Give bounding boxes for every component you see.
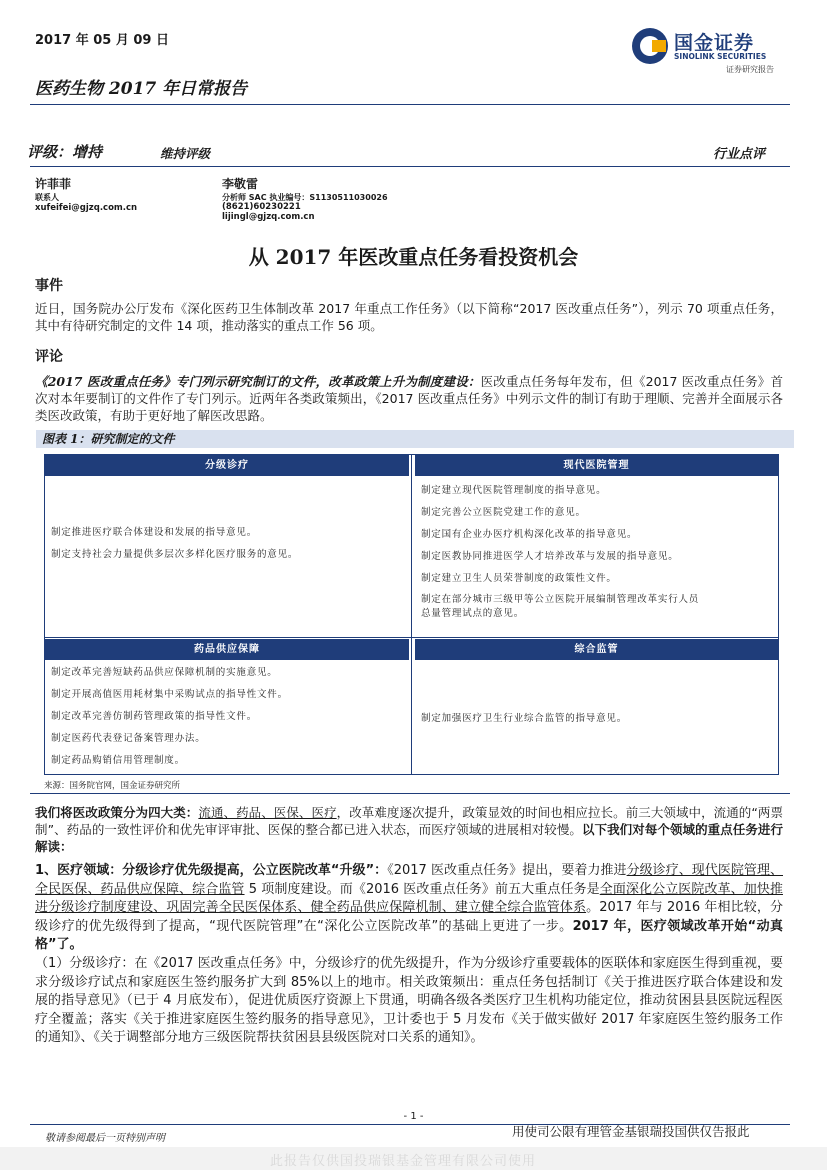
q2-header: 现代医院管理 [415,455,778,476]
figure-source: 来源：国务院官网，国金证券研究所 [44,781,181,791]
q1-list [45,522,409,566]
q3-list [45,662,409,772]
analyst-1-name: 许菲菲 [35,177,72,191]
rating-rule [30,166,790,167]
event-text: 近日，国务院办公厅发布《深化医药卫生体制改革 2017 年重点工作任务》（以下简称“2017 医改重点任务”），列示 70 项重点任务，其中有待研究制定的文件 14 项，推动落实的重点工作 56 项。 [35,301,783,333]
p1-underlined: 流通、药品、医保、医疗 [198,805,337,820]
q4-list [415,708,778,730]
p1-body: ，改革难度逐次提升，政策显效的时间也相应拉长。前三大领域中，流通的“两票制”、药品的一致性评价和优先审评审批、医保的整合都已进入状态，而医疗领域的进展相对较慢。 [35,805,783,837]
analyst-2-phone: (8621)60230221 [222,202,301,212]
list-item: 制定医药代表登记备案管理办法。 [51,733,206,744]
logo-emblem-icon [630,26,670,66]
analyst-2-email[interactable]: lijingl@gjzq.com.cn [222,212,315,222]
list-item: 制定在部分城市三级甲等公立医院开展编制管理改革实行人员 [421,594,700,605]
p1-lead: 我们将医改政策分为四大类： [35,805,199,820]
logo-cn: 国金证券 [674,32,755,54]
analysis-paragraph-3: （1）分级诊疗：在《2017 医改重点任务》中，分级诊疗的优先级提升，作为分级诊疗重要载体的医联体和家庭医生得到重视，要求分级诊疗试点和家庭医生签约服务扩大到 85%以上的地市。相关政策频出：重点任务包括制订《关于推进医疗联合体建设和发展的指导意见》（已于 4 月底发布），促进优质医疗资源上下贯通，明确各级各类医疗卫生机构功能定位，推动贫困县县医院远程医疗全覆盖；落实《关于推进家庭医生签约服务的指导意见》，卫计委也于 5 月发布《关于做实做好 2017 年家庭医生签约服务工作的通知》、《关于调整部分地方三级医院帮扶贫困县县级医院对口关系的通知》。 [35,956,783,1045]
p1-tail: 以下我们对每个领域的重点任务进行解读： [35,822,783,854]
list-item: 制定改革完善仿制药管理政策的指导性文件。 [51,711,258,722]
analysis-paragraph-2 [35,862,783,955]
report-type: 行业点评 [713,147,766,162]
analyst-1-role: 联系人 [35,193,59,202]
list-item: 制定开展高值医用耗材集中采购试点的指导性文件。 [51,689,288,700]
q1-header: 分级诊疗 [45,455,409,476]
q3-header: 药品供应保障 [45,639,409,660]
list-item: 制定推进医疗联合体建设和发展的指导意见。 [51,527,258,538]
list-item: 制定建立卫生人员荣誉制度的政策性文件。 [421,573,617,584]
report-date: 2017 年 05 月 09 日 [35,33,169,48]
company-logo [630,24,790,76]
p2-text-b: 5 项制度建设。而《2016 医改重点任务》前五大重点任务是 [244,881,600,897]
list-item: 制定建立现代医院管理制度的指导意见。 [421,485,607,496]
comment-body: 医改重点任务每年发布，但《2017 医改重点任务》首次对本年要制订的文件作了专门列示。近两年各类政策频出，《2017 医改重点任务》中列示文件的制订有助于理顺、完善并全面展示各类医改政策，有助于更好地了解医改思路。 [35,374,783,423]
event-heading: 事件 [35,278,63,294]
p2-underlined-2: 全面深化公立医院改革、加快推进分级诊疗制度建设、巩固完善全民医保体系、健全药品供应保障机制、建立健全综合监管体系 [35,881,783,915]
q4-header: 综合监管 [415,639,778,660]
rating-note: 维持评级 [160,146,211,161]
list-item: 制定支持社会力量提供多层次多样化医疗服务的意见。 [51,549,299,560]
list-item: 制定药品购销信用管理制度。 [51,755,185,766]
list-item: 制定加强医疗卫生行业综合监管的指导意见。 [421,713,628,724]
report-title: 医药生物 2017 年日常报告 [35,79,248,99]
usage-notice: 用使司公限有理管金基银瑞投国供仅告报此 [512,1124,750,1139]
table-divider-v [411,455,412,774]
p2-text-a: 《2017 医改重点任务》提出，要着力推进 [387,863,627,878]
logo-sub: 证券研究报告 [726,65,774,74]
table-divider-h [45,637,778,638]
analyst-1-email[interactable]: xufeifei@gjzq.com.cn [35,203,138,213]
rating: 评级：增持 [27,143,103,161]
source-rule [30,793,790,794]
list-item: 制定改革完善短缺药品供应保障机制的实施意见。 [51,667,278,678]
comment-lead: 《2017 医改重点任务》专门列示研究制订的文件，改革政策上升为制度建设： [35,374,481,389]
p2-text-c: 。2017 年与 2016 年相比较，分级诊疗的优先级得到了提高，“现代医院管理”在“深化公立医院改革”的基础上更进了一步。 [35,900,783,934]
comment-paragraph [35,373,783,424]
figure-title: 图表 1：研究制定的文件 [36,430,794,448]
q2-list [415,480,778,622]
page-number: - 1 - [403,1111,424,1122]
p2-lead: 1、医疗领域：分级诊疗优先级提高，公立医院改革“升级”： [35,863,388,878]
disclaimer-link[interactable]: 敬请参阅最后一页特别声明 [45,1133,165,1144]
analyst-2-cert: 分析师 SAC 执业编号：S1130511030026 [222,193,388,202]
p2-underlined-1: 分级诊疗、现代医院管理、全民医保、药品供应保障、综合监管 [35,863,783,897]
list-item: 制定医教协同推进医学人才培养改革与发展的指导意见。 [421,551,679,562]
list-item: 制定完善公立医院党建工作的意见。 [421,507,586,518]
list-item: 制定国有企业办医疗机构深化改革的指导意见。 [421,529,638,540]
analyst-2-name: 李敬雷 [222,177,259,191]
list-item: 总量管理试点的意见。 [421,608,525,619]
analysis-paragraph-1 [35,804,783,855]
p2-tail: 2017 年，医疗领域改革开始“动真格”了。 [35,918,783,952]
comment-heading: 评论 [35,349,63,365]
main-title: 从 2017 年医改重点任务看投资机会 [248,245,579,269]
header-rule [30,104,790,105]
figure-table [44,454,779,775]
watermark: 此报告仅供国投瑞银基金管理有限公司使用 [270,1154,537,1169]
logo-en: SINOLINK SECURITIES [674,52,767,61]
